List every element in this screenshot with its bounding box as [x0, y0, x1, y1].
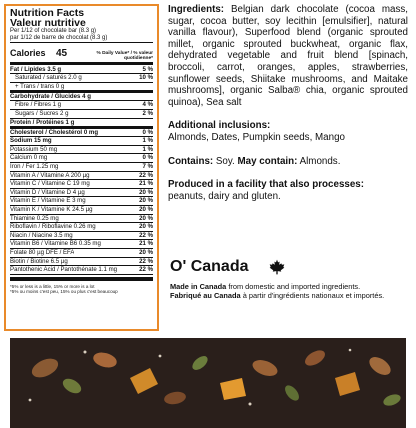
footnote-en: *5% or less is a little, 15% or more is a lot — [10, 283, 95, 289]
nutrient-label: Protein / Protéines 1 g — [10, 118, 75, 126]
nutrient-daily-value: 1 % — [142, 145, 153, 153]
divider — [10, 62, 153, 65]
nutrient-label: Cholesterol / Cholestérol 0 mg — [10, 128, 99, 136]
nutrient-daily-value: 22 % — [139, 266, 153, 274]
nutrient-row — [10, 249, 153, 257]
nutrient-row — [10, 146, 153, 154]
nutrient-daily-value: 7 % — [142, 163, 153, 171]
nutrient-daily-value: 21 % — [139, 240, 153, 248]
inclusions-text: Almonds, Dates, Pumpkin seeds, Mango — [168, 131, 345, 143]
brand-logo: O' Canada — [170, 258, 249, 275]
ingredients-label: Ingredients: — [168, 4, 225, 15]
nutrient-row — [10, 66, 153, 74]
calories-label: Calories — [10, 48, 46, 58]
nutrient-label: Fibre / Fibres 1 g — [15, 101, 62, 109]
nutrient-label: Vitamin D / Vitamine D 4 µg — [10, 188, 85, 196]
nutrient-row — [10, 240, 153, 248]
nutrient-daily-value: 10 % — [139, 74, 153, 82]
nutrient-daily-value: 20 % — [139, 214, 153, 222]
nutrient-label: Carbohydrate / Glucides 4 g — [10, 92, 91, 100]
maple-leaf-icon — [269, 259, 285, 275]
nutrient-label: Vitamin B6 / Vitamine B6 0.35 mg — [10, 240, 101, 248]
nutrient-row — [10, 137, 153, 145]
nutrient-label: Fat / Lipides 3.5 g — [10, 65, 62, 73]
nutrient-row — [10, 154, 153, 162]
nutrient-label: Riboflavin / Riboflavine 0.26 mg — [10, 223, 96, 231]
contains-label: Contains: — [168, 155, 214, 167]
nutrient-row — [10, 180, 153, 188]
nutrient-row — [10, 129, 153, 137]
nutrient-label: Vitamin E / Vitamine E 3 mg — [10, 197, 86, 205]
inclusions-label: Additional inclusions: — [168, 120, 271, 132]
nutrient-row — [10, 93, 153, 101]
may-contain-label: May contain: — [237, 155, 298, 167]
nutrient-daily-value: 20 % — [139, 206, 153, 213]
nutrient-label: Folate 80 µg DFE / ÉFA — [10, 248, 75, 256]
nutrient-label: Calcium 0 mg — [10, 154, 48, 162]
nutrient-daily-value: 4 % — [142, 101, 153, 109]
nutrient-label: + Trans / trans 0 g — [15, 82, 65, 90]
nutrient-daily-value: 20 % — [139, 188, 153, 196]
nutrient-daily-value: 0 % — [142, 154, 153, 162]
facility-text: peanuts, dairy and gluten. — [168, 190, 281, 202]
allergen-statement — [168, 156, 408, 168]
nutrition-title-en: Nutrition Facts — [10, 7, 85, 19]
daily-value-header: % Daily Value* / % valeur quotidienne* — [96, 51, 153, 61]
ingredients-paragraph — [168, 4, 408, 108]
nutrient-daily-value: 1 % — [142, 137, 153, 145]
nutrient-daily-value: 22 % — [139, 171, 153, 179]
nutrient-row — [10, 110, 153, 118]
nutrient-daily-value: 22 % — [139, 257, 153, 265]
brand-logo-row — [170, 258, 285, 276]
nutrient-label: Vitamin C / Vitamine C 19 mg — [10, 180, 90, 188]
nutrient-label: Sodium 15 mg — [10, 137, 52, 145]
nutrient-row — [10, 101, 153, 109]
nutrient-label: Thiamine 0.25 mg — [10, 214, 59, 222]
nutrient-row — [10, 232, 153, 240]
nutrition-title-fr: Valeur nutritive — [10, 17, 86, 29]
nutrient-daily-value: 22 % — [139, 231, 153, 239]
nutrient-row — [10, 266, 153, 274]
serving-size-fr: par 1/12 de barre de chocolat (8.3 g) — [10, 35, 108, 41]
nutrient-daily-value: 21 % — [139, 180, 153, 188]
nutrient-row — [10, 197, 153, 205]
chocolate-bar-photo — [10, 338, 406, 428]
nutrient-label: Biotin / Biotine 6.5 µg — [10, 257, 68, 265]
nutrient-label: Iron / Fer 1.25 mg — [10, 163, 59, 171]
made-en-bold: Made in Canada — [170, 282, 227, 291]
nutrient-row — [10, 215, 153, 223]
calories-value: 45 — [55, 48, 68, 59]
nutrient-row — [10, 258, 153, 266]
nutrient-row — [10, 189, 153, 197]
nutrient-daily-value: 5 % — [142, 65, 153, 73]
facility-label: Produced in a facility that also processes: — [168, 179, 364, 191]
contains-text: Soy. — [213, 155, 238, 167]
nutrient-row — [10, 206, 153, 214]
nutrient-label: Potassium 50 mg — [10, 145, 58, 153]
nutrient-list — [10, 66, 153, 275]
nutrient-daily-value: 20 % — [139, 197, 153, 205]
nutrient-row — [10, 163, 153, 171]
nutrient-row — [10, 223, 153, 231]
nutrient-label: Niacin / Niacine 3.5 mg — [10, 231, 73, 239]
made-en-rest: from domestic and imported ingredients. — [226, 282, 361, 291]
nutrient-label: Vitamin K / Vitamine K 24.5 µg — [10, 206, 93, 213]
made-fr-rest: à partir d'ingrédients nationaux et importés. — [240, 291, 385, 300]
nutrient-daily-value: 0 % — [142, 128, 153, 136]
ingredients-text: Belgian dark chocolate (cocoa mass, sugar, cocoa butter, soy lecithin [emulsifier], natural vanilla flavour), Superfood blend (organic sprouted millet, organic sprouted buckwheat, organic flax, dehydrated vegetable and fruit blend [spinach, broccoli, carrot, oranges, apples, strawberries, sunflower seeds, Shiitake mushrooms, and Maitake mushrooms], organic Salba® chia, organic sprouted quinoa), Sea salt — [168, 4, 408, 108]
footnote-fr: *5% ou moins c'est peu, 15% ou plus c'est beaucoup — [10, 289, 118, 295]
nutrient-row — [10, 119, 153, 127]
nutrient-label: Sugars / Sucres 2 g — [15, 109, 69, 117]
nutrient-row — [10, 74, 153, 82]
calories-row — [10, 43, 153, 61]
nutrient-daily-value: 20 % — [139, 223, 153, 231]
may-contain-text: Almonds. — [297, 155, 341, 167]
made-in-canada-statement — [170, 282, 410, 300]
made-fr-bold: Fabriqué au Canada — [170, 291, 241, 300]
nutrient-row — [10, 83, 153, 91]
product-info-column — [168, 4, 408, 202]
divider — [10, 277, 153, 281]
nutrient-daily-value: 20 % — [139, 248, 153, 256]
divider — [10, 274, 153, 275]
nutrient-daily-value: 2 % — [142, 109, 153, 117]
nutrient-row — [10, 172, 153, 180]
chocolate-bar-toppings — [10, 338, 406, 416]
nutrient-label: Saturated / saturés 2.0 g — [15, 74, 82, 82]
serving-size-en: Per 1/12 of chocolate bar (8.3 g) — [10, 28, 97, 34]
nutrient-label: Vitamin A / Vitamine A 200 µg — [10, 171, 90, 179]
nutrient-label: Pantothenic Acid / Pantothénate 1.1 mg — [10, 266, 118, 274]
nutrition-facts-panel — [4, 4, 159, 331]
